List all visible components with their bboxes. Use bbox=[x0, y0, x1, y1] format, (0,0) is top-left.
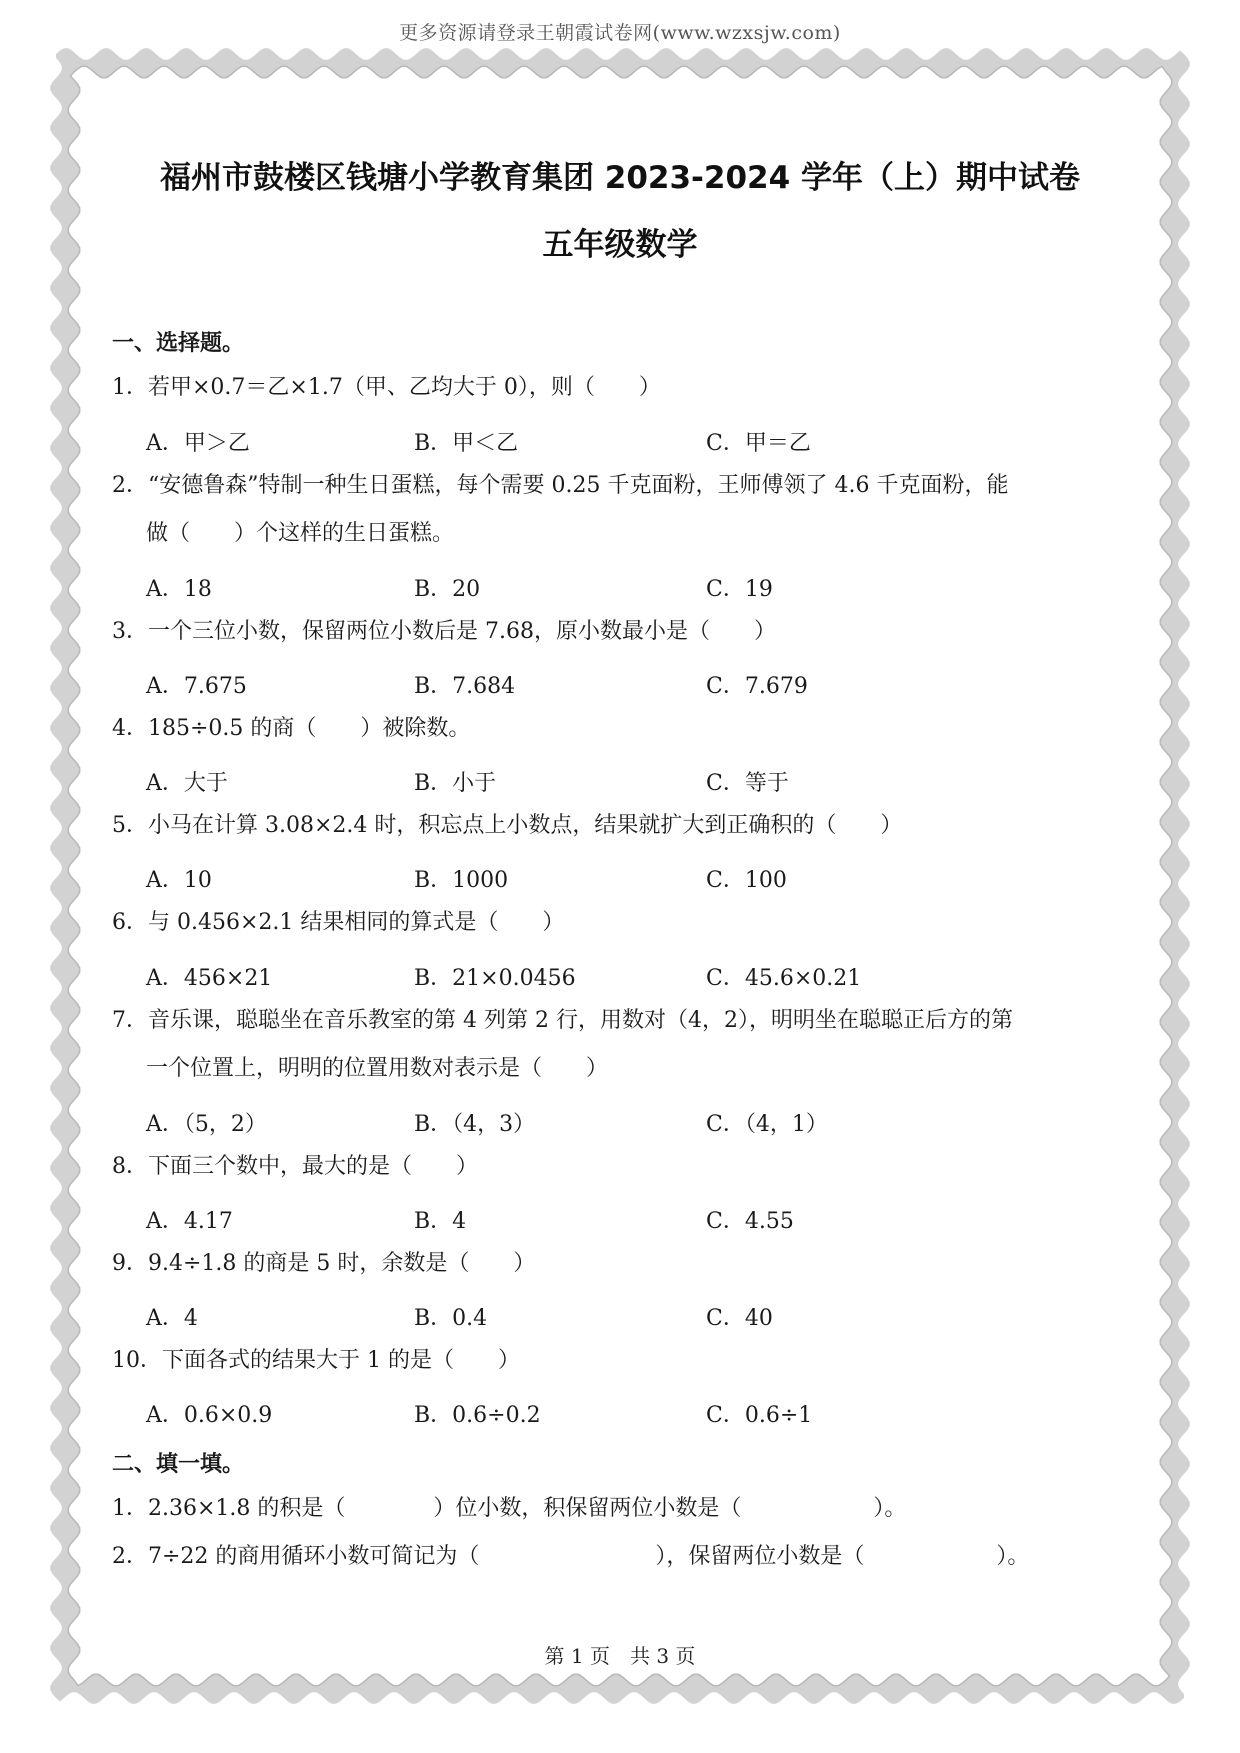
question-8 bbox=[112, 1143, 1132, 1191]
question-3-options bbox=[146, 669, 1046, 699]
question-9-options bbox=[146, 1301, 1046, 1331]
question-stem: 2．“安德鲁森”特制一种生日蛋糕，每个需要 0.25 千克面粉，王师傅领了 4.6 千克面粉，能 bbox=[112, 473, 1009, 498]
question-stem-continued: 做（ ）个这样的生日蛋糕。 bbox=[146, 521, 455, 546]
option-a: A．18 bbox=[146, 577, 212, 602]
option-b: B．甲＜乙 bbox=[414, 431, 519, 456]
option-c: C．（4，1） bbox=[706, 1112, 828, 1137]
fill-question-2 bbox=[112, 1533, 1132, 1581]
question-5-options bbox=[146, 863, 1046, 893]
option-c: C．4.55 bbox=[706, 1209, 794, 1234]
option-b: B．0.6÷0.2 bbox=[414, 1403, 541, 1428]
watermark-header: 更多资源请登录王朝霞试卷网(www.wzxsjw.com) bbox=[399, 22, 841, 44]
question-stem: 1．2.36×1.8 的积是（ ）位小数，积保留两位小数是（ ）。 bbox=[112, 1496, 907, 1521]
option-a: A．7.675 bbox=[146, 674, 247, 699]
option-a: A．0.6×0.9 bbox=[146, 1403, 273, 1428]
question-7 bbox=[112, 997, 1132, 1093]
option-b: B．1000 bbox=[414, 868, 509, 893]
option-a: A．（5，2） bbox=[146, 1112, 267, 1137]
option-c: C．甲＝乙 bbox=[706, 431, 811, 456]
option-c: C．0.6÷1 bbox=[706, 1403, 813, 1428]
question-3 bbox=[112, 608, 1132, 656]
question-stem-continued: 一个位置上，明明的位置用数对表示是（ ） bbox=[146, 1056, 609, 1081]
question-2-options bbox=[146, 572, 1046, 602]
question-stem: 7．音乐课，聪聪坐在音乐教室的第 4 列第 2 行，用数对（4，2），明明坐在聪聪正后方的第 bbox=[112, 1008, 1013, 1033]
question-7-options bbox=[146, 1107, 1046, 1137]
question-stem: 4．185÷0.5 的商（ ）被除数。 bbox=[112, 716, 471, 741]
question-2 bbox=[112, 462, 1132, 558]
question-stem: 2．7÷22 的商用循环小数可简记为（ ），保留两位小数是（ ）。 bbox=[112, 1544, 1030, 1569]
question-6 bbox=[112, 899, 1132, 947]
option-b: B．小于 bbox=[414, 771, 497, 796]
exam-title: 福州市鼓楼区钱塘小学教育集团 2023-2024 学年（上）期中试卷 bbox=[159, 160, 1080, 196]
page-number: 第 1 页 共 3 页 bbox=[544, 1644, 696, 1668]
option-c: C．7.679 bbox=[706, 674, 808, 699]
option-b: B．（4，3） bbox=[414, 1112, 536, 1137]
question-1-options bbox=[146, 426, 1046, 456]
option-b: B．0.4 bbox=[414, 1306, 488, 1331]
option-c: C．等于 bbox=[706, 771, 789, 796]
option-b: B．20 bbox=[414, 577, 481, 602]
option-a: A．456×21 bbox=[146, 966, 273, 991]
question-1 bbox=[112, 364, 1132, 412]
question-stem: 1．若甲×0.7＝乙×1.7（甲、乙均大于 0），则（ ） bbox=[112, 375, 661, 400]
option-a: A．大于 bbox=[146, 771, 228, 796]
option-a: A．甲＞乙 bbox=[146, 431, 250, 456]
question-10-options bbox=[146, 1398, 1046, 1428]
question-4-options bbox=[146, 766, 1046, 796]
option-c: C．100 bbox=[706, 868, 787, 893]
question-stem: 3．一个三位小数，保留两位小数后是 7.68，原小数最小是（ ） bbox=[112, 619, 776, 644]
option-c: C．40 bbox=[706, 1306, 773, 1331]
option-b: B．21×0.0456 bbox=[414, 966, 576, 991]
question-4 bbox=[112, 705, 1132, 753]
question-stem: 8．下面三个数中，最大的是（ ） bbox=[112, 1154, 478, 1179]
option-a: A．10 bbox=[146, 868, 212, 893]
question-stem: 6．与 0.456×2.1 结果相同的算式是（ ） bbox=[112, 910, 565, 935]
question-5 bbox=[112, 802, 1132, 850]
question-8-options bbox=[146, 1204, 1046, 1234]
question-stem: 5．小马在计算 3.08×2.4 时，积忘点上小数点，结果就扩大到正确积的（ ） bbox=[112, 813, 903, 838]
question-stem: 10．下面各式的结果大于 1 的是（ ） bbox=[112, 1348, 520, 1373]
option-a: A．4 bbox=[146, 1306, 198, 1331]
exam-subtitle: 五年级数学 bbox=[542, 227, 698, 263]
fill-question-1 bbox=[112, 1485, 1132, 1533]
question-9 bbox=[112, 1240, 1132, 1288]
option-a: A．4.17 bbox=[146, 1209, 233, 1234]
section-heading-fill: 二、填一填。 bbox=[112, 1452, 245, 1477]
option-b: B．7.684 bbox=[414, 674, 516, 699]
question-10 bbox=[112, 1337, 1132, 1385]
question-6-options bbox=[146, 961, 1046, 991]
option-b: B．4 bbox=[414, 1209, 467, 1234]
option-c: C．19 bbox=[706, 577, 773, 602]
question-stem: 9．9.4÷1.8 的商是 5 时，余数是（ ） bbox=[112, 1251, 536, 1276]
section-heading-choice: 一、选择题。 bbox=[112, 331, 245, 356]
option-c: C．45.6×0.21 bbox=[706, 966, 862, 991]
